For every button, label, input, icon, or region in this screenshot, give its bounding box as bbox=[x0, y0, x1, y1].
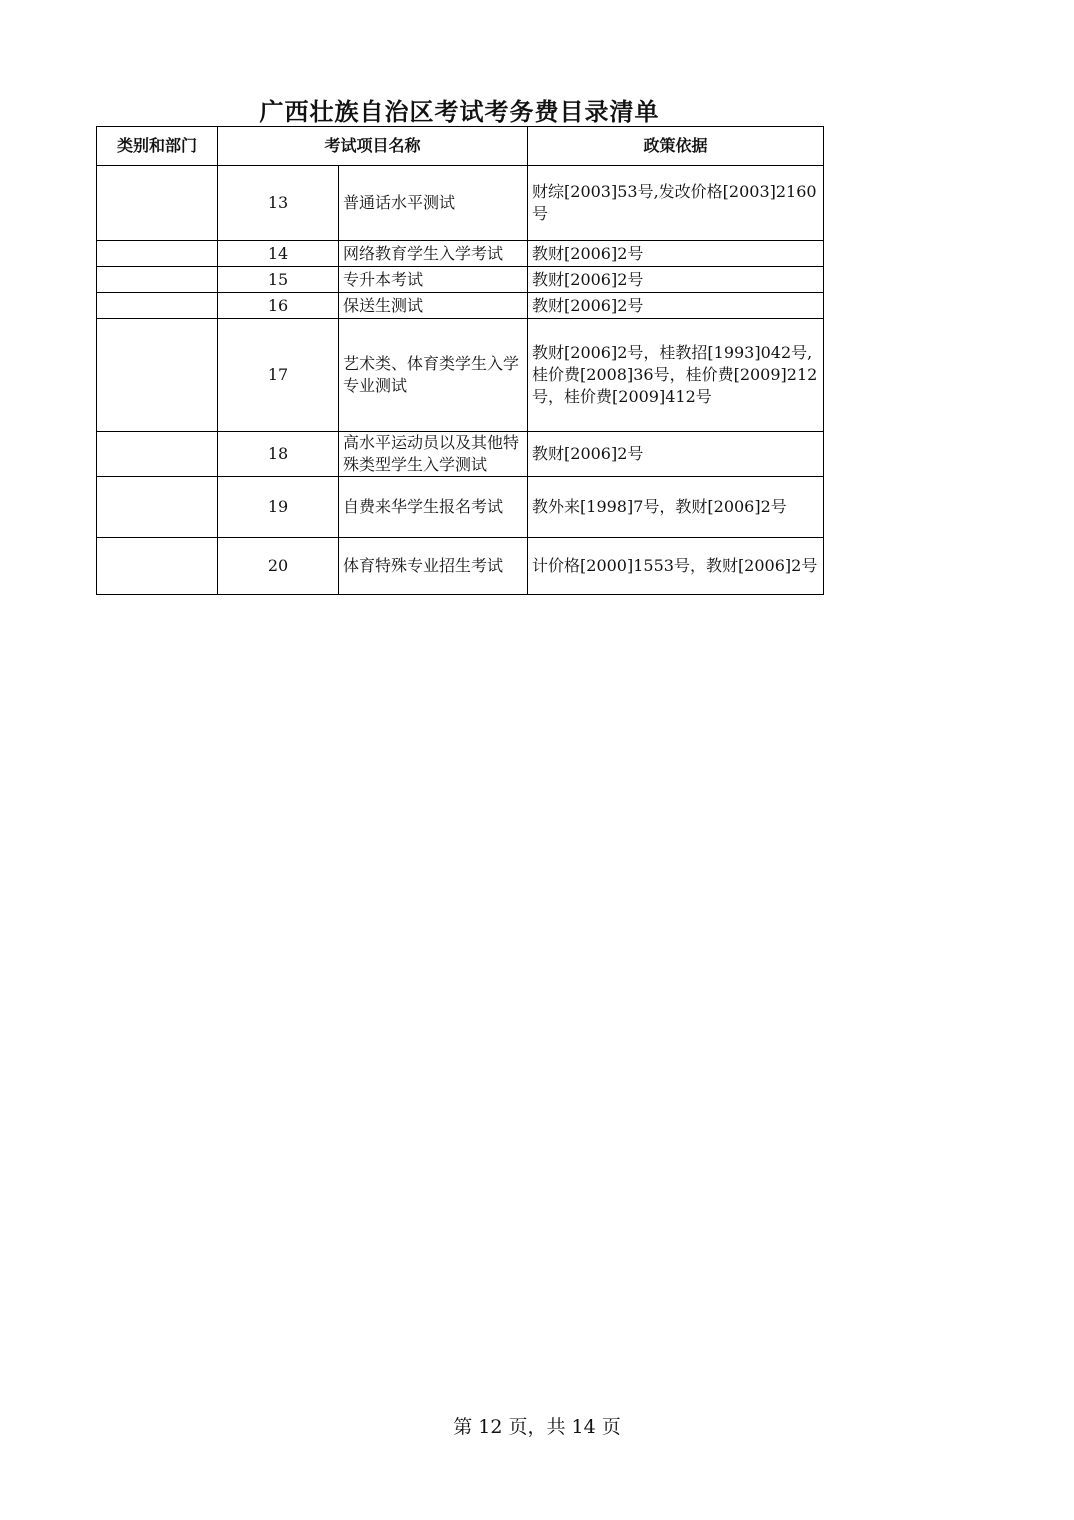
row-number: 16 bbox=[218, 293, 339, 319]
row-basis: 教外来[1998]7号，教财[2006]2号 bbox=[528, 477, 824, 538]
table-row bbox=[97, 432, 824, 477]
row-basis: 计价格[2000]1553号，教财[2006]2号 bbox=[528, 538, 824, 595]
row-category bbox=[97, 267, 218, 293]
row-exam-name: 高水平运动员以及其他特殊类型学生入学测试 bbox=[339, 432, 528, 477]
row-exam-name: 体育特殊专业招生考试 bbox=[339, 538, 528, 595]
row-basis: 教财[2006]2号 bbox=[528, 293, 824, 319]
row-number: 17 bbox=[218, 319, 339, 432]
table-row bbox=[97, 293, 824, 319]
row-exam-name: 专升本考试 bbox=[339, 267, 528, 293]
row-category bbox=[97, 538, 218, 595]
table-row bbox=[97, 166, 824, 241]
table-row bbox=[97, 267, 824, 293]
row-exam-name: 保送生测试 bbox=[339, 293, 528, 319]
row-basis: 教财[2006]2号，桂教招[1993]042号,桂价费[2008]36号，桂价费[2009]212号，桂价费[2009]412号 bbox=[528, 319, 824, 432]
row-category bbox=[97, 319, 218, 432]
row-basis: 财综[2003]53号,发改价格[2003]2160号 bbox=[528, 166, 824, 241]
row-exam-name: 艺术类、体育类学生入学专业测试 bbox=[339, 319, 528, 432]
table-row bbox=[97, 538, 824, 595]
page-title: 广西壮族自治区考试考务费目录清单 bbox=[259, 98, 660, 126]
row-category bbox=[97, 166, 218, 241]
row-number: 18 bbox=[218, 432, 339, 477]
header-exam-name: 考试项目名称 bbox=[218, 127, 528, 166]
row-category bbox=[97, 477, 218, 538]
row-exam-name: 网络教育学生入学考试 bbox=[339, 241, 528, 267]
table-header-row bbox=[97, 127, 824, 166]
row-number: 19 bbox=[218, 477, 339, 538]
row-exam-name: 普通话水平测试 bbox=[339, 166, 528, 241]
row-basis: 教财[2006]2号 bbox=[528, 432, 824, 477]
row-category bbox=[97, 432, 218, 477]
row-exam-name: 自费来华学生报名考试 bbox=[339, 477, 528, 538]
row-basis: 教财[2006]2号 bbox=[528, 267, 824, 293]
page-number-footer: 第 12 页，共 14 页 bbox=[453, 1416, 621, 1438]
row-number: 15 bbox=[218, 267, 339, 293]
header-basis: 政策依据 bbox=[528, 127, 824, 166]
table-row bbox=[97, 477, 824, 538]
row-number: 13 bbox=[218, 166, 339, 241]
table-row bbox=[97, 241, 824, 267]
row-number: 20 bbox=[218, 538, 339, 595]
header-category: 类别和部门 bbox=[97, 127, 218, 166]
exam-fee-table bbox=[96, 126, 824, 595]
table-row bbox=[97, 319, 824, 432]
row-category bbox=[97, 293, 218, 319]
row-basis: 教财[2006]2号 bbox=[528, 241, 824, 267]
row-category bbox=[97, 241, 218, 267]
row-number: 14 bbox=[218, 241, 339, 267]
